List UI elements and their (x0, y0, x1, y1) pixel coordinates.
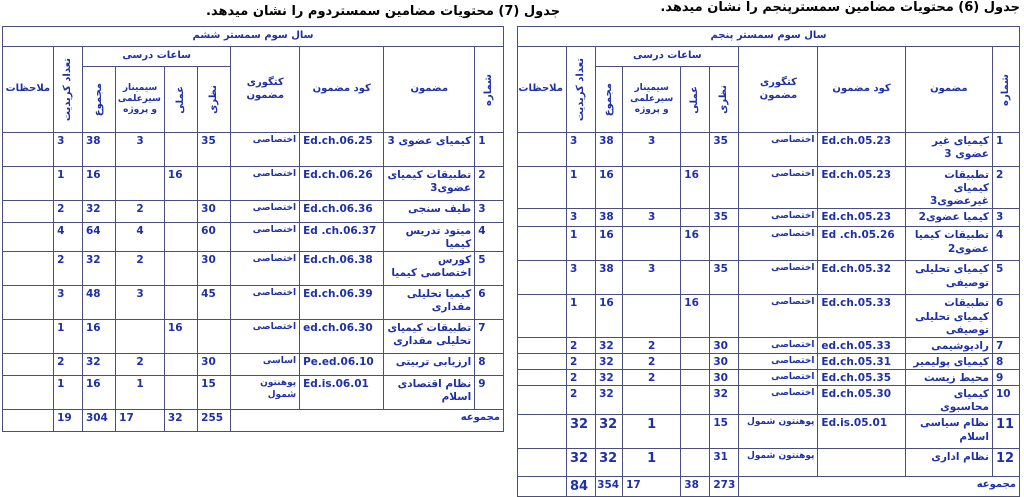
col-total: مجموع (596, 67, 623, 133)
row-credits: 3 (566, 261, 595, 295)
total-label: مجموعه (231, 410, 504, 432)
row-credits: 1 (566, 295, 595, 337)
row-notes (518, 209, 567, 227)
row-seminar (623, 386, 681, 415)
row-credits: 1 (54, 376, 83, 410)
row-subject: کیمیای عضوی 3 (384, 133, 475, 167)
row-subject: طیف سنجی (384, 201, 475, 223)
row-seminar: 3 (116, 286, 165, 320)
row-practical (681, 209, 710, 227)
row-number: 10 (992, 386, 1019, 415)
row-practical (681, 133, 710, 167)
row-notes (3, 320, 54, 354)
row-total: 48 (82, 286, 115, 320)
table-row (3, 320, 504, 354)
row-total: 32 (596, 370, 623, 386)
table-row (3, 223, 504, 252)
row-code: Ed .ch.06.37 (300, 223, 384, 252)
table-row (3, 286, 504, 320)
row-theory (710, 167, 739, 209)
row-category: اختصاصی (739, 337, 818, 353)
table-row (518, 209, 1020, 227)
row-notes (3, 354, 54, 376)
table-row (518, 415, 1020, 449)
row-code: Ed.ch.05.23 (818, 133, 905, 167)
row-code: Ed.ch.05.23 (818, 209, 905, 227)
row-notes (3, 376, 54, 410)
row-total: 16 (82, 320, 115, 354)
row-subject: تطبیقات کیمیا عضوی2 (905, 227, 992, 261)
row-code: Ed.ch.05.23 (818, 167, 905, 209)
row-practical (164, 223, 197, 252)
row-number: 9 (992, 370, 1019, 386)
row-theory: 45 (198, 286, 231, 320)
col-credits: تعداد کریدیت (54, 47, 83, 133)
total-total: 304 (82, 410, 115, 432)
total-credits: 84 (566, 477, 595, 497)
col-number: شماره (475, 47, 504, 133)
row-credits: 2 (566, 353, 595, 369)
year-semester-header: سال سوم سمستر پنجم (518, 27, 1020, 47)
row-notes (3, 133, 54, 167)
row-practical (164, 252, 197, 286)
row-practical (681, 353, 710, 369)
table-row (518, 133, 1020, 167)
row-theory: 35 (710, 261, 739, 295)
row-category: اختصاصی (231, 286, 300, 320)
row-credits: 32 (566, 449, 595, 477)
row-seminar: 3 (623, 209, 681, 227)
row-theory: 30 (198, 252, 231, 286)
row-subject: کیمیای محاسبوی (905, 386, 992, 415)
row-total: 16 (596, 167, 623, 209)
row-code (818, 449, 905, 477)
col-subject: مضمون (905, 47, 992, 133)
col-number: شماره (992, 47, 1019, 133)
row-code: ed.ch.05.33 (818, 337, 905, 353)
row-theory: 31 (710, 449, 739, 477)
row-category: اختصاصی (739, 370, 818, 386)
total-practical: 38 (681, 477, 710, 497)
row-subject: تطبیقات کیمیای عضوی3 (384, 167, 475, 201)
col-category: کتگوری مضمون (231, 47, 300, 133)
row-theory: 15 (198, 376, 231, 410)
row-seminar: 2 (116, 201, 165, 223)
row-subject: میتود تدریس کیمیا (384, 223, 475, 252)
total-label: مجموعه (739, 477, 1020, 497)
row-category: اختصاصی (739, 133, 818, 167)
row-theory: 35 (710, 133, 739, 167)
row-category: اختصاصی (739, 209, 818, 227)
row-notes (518, 449, 567, 477)
table-row (3, 201, 504, 223)
row-total: 16 (82, 376, 115, 410)
col-category: کتگوری مضمون (739, 47, 818, 133)
row-notes (518, 415, 567, 449)
row-number: 2 (475, 167, 504, 201)
semester-five-table (517, 26, 1020, 497)
row-category: پوهنتون شمول (739, 449, 818, 477)
total-seminar: 17 (116, 410, 165, 432)
row-category: پوهنتون شمول (739, 415, 818, 449)
row-notes (518, 167, 567, 209)
row-total: 32 (596, 386, 623, 415)
table-row (3, 252, 504, 286)
row-seminar: 3 (623, 133, 681, 167)
row-code: Ed.ch.05.33 (818, 295, 905, 337)
table-row (3, 167, 504, 201)
row-practical (681, 261, 710, 295)
row-total: 38 (82, 133, 115, 167)
row-number: 5 (475, 252, 504, 286)
row-seminar: 2 (116, 354, 165, 376)
row-credits: 3 (566, 133, 595, 167)
total-total: 354 (596, 477, 623, 497)
row-total: 38 (596, 133, 623, 167)
row-theory: 30 (710, 370, 739, 386)
table-row (518, 295, 1020, 337)
row-number: 2 (992, 167, 1019, 209)
row-seminar: 2 (623, 370, 681, 386)
row-practical: 16 (164, 320, 197, 354)
row-practical (164, 133, 197, 167)
row-credits: 4 (54, 223, 83, 252)
row-category: اختصاصی (739, 295, 818, 337)
row-subject: رادیوشیمی (905, 337, 992, 353)
row-code: Ed.ch.05.31 (818, 353, 905, 369)
row-number: 7 (992, 337, 1019, 353)
col-hours: ساعات درسی (596, 47, 739, 67)
row-credits: 2 (566, 386, 595, 415)
table-row (518, 227, 1020, 261)
semester-six-table (2, 26, 504, 432)
row-subject: نظام سیاسی اسلام (905, 415, 992, 449)
row-number: 7 (475, 320, 504, 354)
col-theory: نظری (198, 67, 231, 133)
row-practical (164, 376, 197, 410)
row-code: Pe.ed.06.10 (300, 354, 384, 376)
row-seminar: 3 (623, 261, 681, 295)
row-number: 4 (992, 227, 1019, 261)
row-notes (518, 227, 567, 261)
row-credits: 2 (54, 252, 83, 286)
row-code: Ed.is.06.01 (300, 376, 384, 410)
row-credits: 32 (566, 415, 595, 449)
row-number: 5 (992, 261, 1019, 295)
row-practical (681, 415, 710, 449)
row-theory: 15 (710, 415, 739, 449)
row-number: 11 (992, 415, 1019, 449)
row-theory: 32 (710, 386, 739, 415)
table-row (518, 353, 1020, 369)
col-practical: عملی (164, 67, 197, 133)
row-theory (710, 227, 739, 261)
table-row (518, 386, 1020, 415)
row-theory: 35 (710, 209, 739, 227)
row-category: اختصاصی (739, 261, 818, 295)
row-seminar (623, 295, 681, 337)
row-seminar: 1 (623, 415, 681, 449)
row-seminar (116, 320, 165, 354)
col-notes: ملاحظات (3, 47, 54, 133)
total-theory: 255 (198, 410, 231, 432)
row-number: 6 (992, 295, 1019, 337)
right-table-caption: جدول (6) محتویات مضامین سمسترپنجم را نشان میدهد. (660, 0, 1020, 15)
row-total: 32 (596, 415, 623, 449)
row-number: 4 (475, 223, 504, 252)
row-number: 3 (475, 201, 504, 223)
total-notes (3, 410, 54, 432)
row-category: اختصاصی (739, 386, 818, 415)
row-code: Ed.ch.05.35 (818, 370, 905, 386)
row-notes (3, 286, 54, 320)
row-notes (518, 353, 567, 369)
col-hours: ساعات درسی (82, 47, 230, 67)
row-total: 32 (596, 353, 623, 369)
row-subject: کیمیای تحلیلی توصیفی (905, 261, 992, 295)
row-practical (681, 449, 710, 477)
table-row (3, 133, 504, 167)
row-total: 32 (82, 252, 115, 286)
row-category: اختصاصی (739, 167, 818, 209)
row-practical (681, 370, 710, 386)
row-total: 16 (596, 227, 623, 261)
table-row (518, 167, 1020, 209)
row-subject: کیمیا عضوی2 (905, 209, 992, 227)
row-notes (518, 295, 567, 337)
row-seminar (623, 167, 681, 209)
row-seminar: 2 (116, 252, 165, 286)
row-subject: تطبیقات کیمیای تحلیلی توصیفی (905, 295, 992, 337)
row-practical (164, 354, 197, 376)
row-practical: 16 (681, 167, 710, 209)
row-total: 16 (596, 295, 623, 337)
col-notes: ملاحظات (518, 47, 567, 133)
row-code: Ed .ch.05.26 (818, 227, 905, 261)
row-category: اختصاصی (231, 320, 300, 354)
row-credits: 3 (54, 133, 83, 167)
row-category: اختصاصی (231, 201, 300, 223)
row-theory (198, 320, 231, 354)
row-practical: 16 (164, 167, 197, 201)
row-category: اساسی (231, 354, 300, 376)
row-theory: 30 (710, 353, 739, 369)
row-credits: 2 (566, 370, 595, 386)
col-total: مجموع (82, 67, 115, 133)
row-total: 32 (82, 201, 115, 223)
col-seminar: سیمینار سیرعلمی و پروژه (623, 67, 681, 133)
row-seminar (623, 227, 681, 261)
row-subject: نظام اداری (905, 449, 992, 477)
row-subject: نظام اقتصادی اسلام (384, 376, 475, 410)
row-total: 32 (596, 337, 623, 353)
row-total: 16 (82, 167, 115, 201)
row-code: Ed.ch.06.38 (300, 252, 384, 286)
row-credits: 1 (54, 320, 83, 354)
row-seminar: 4 (116, 223, 165, 252)
row-theory: 30 (198, 354, 231, 376)
row-theory (198, 167, 231, 201)
row-seminar: 1 (116, 376, 165, 410)
col-theory: نظری (710, 67, 739, 133)
row-number: 1 (475, 133, 504, 167)
table-row (3, 376, 504, 410)
row-seminar (116, 167, 165, 201)
row-code: ed.ch.06.30 (300, 320, 384, 354)
row-subject: کورس اختصاصی کیمیا (384, 252, 475, 286)
row-subject: کیمیا تحلیلی مقداری (384, 286, 475, 320)
row-notes (518, 261, 567, 295)
row-subject: ارزیابی تربیتی (384, 354, 475, 376)
row-subject: تطبیقات کیمیای غیرعضوی3 (905, 167, 992, 209)
table-row (518, 370, 1020, 386)
row-code: Ed.ch.06.39 (300, 286, 384, 320)
row-theory: 60 (198, 223, 231, 252)
row-category: اختصاصی (739, 353, 818, 369)
row-subject: کیمیای غیر عضوی 3 (905, 133, 992, 167)
row-code: Ed.is.05.01 (818, 415, 905, 449)
row-number: 8 (475, 354, 504, 376)
row-theory: 35 (198, 133, 231, 167)
year-semester-header: سال سوم سمستر ششم (3, 27, 504, 47)
row-credits: 1 (54, 167, 83, 201)
row-credits: 3 (566, 209, 595, 227)
row-total: 32 (596, 449, 623, 477)
row-seminar: 1 (623, 449, 681, 477)
col-subject: مضمون (384, 47, 475, 133)
row-practical (681, 337, 710, 353)
table-row (3, 354, 504, 376)
col-credits: تعداد کریدیت (566, 47, 595, 133)
row-notes (3, 167, 54, 201)
table-row (518, 449, 1020, 477)
row-category: اختصاصی (231, 252, 300, 286)
total-seminar: 17 (623, 477, 681, 497)
row-category: اختصاصی (739, 227, 818, 261)
row-number: 9 (475, 376, 504, 410)
row-theory (710, 295, 739, 337)
row-number: 3 (992, 209, 1019, 227)
row-category: اختصاصی (231, 167, 300, 201)
row-credits: 2 (566, 337, 595, 353)
row-total: 38 (596, 261, 623, 295)
row-seminar: 2 (623, 337, 681, 353)
table-row (518, 337, 1020, 353)
left-table-caption: جدول (7) محتویات مضامین سمستردوم را نشان میدهد. (206, 4, 561, 19)
col-practical: عملی (681, 67, 710, 133)
row-code: Ed.ch.05.32 (818, 261, 905, 295)
row-total: 64 (82, 223, 115, 252)
total-credits: 19 (54, 410, 83, 432)
row-code: Ed.ch.05.30 (818, 386, 905, 415)
row-notes (518, 133, 567, 167)
total-row (3, 410, 504, 432)
row-number: 6 (475, 286, 504, 320)
row-subject: کیمیای پولیمیر (905, 353, 992, 369)
row-theory: 30 (710, 337, 739, 353)
col-code: کود مضمون (818, 47, 905, 133)
row-practical: 16 (681, 295, 710, 337)
row-number: 1 (992, 133, 1019, 167)
row-notes (3, 252, 54, 286)
total-notes (518, 477, 567, 497)
row-code: Ed.ch.06.26 (300, 167, 384, 201)
row-credits: 3 (54, 286, 83, 320)
row-category: پوهنتون شمول (231, 376, 300, 410)
row-seminar: 2 (623, 353, 681, 369)
row-credits: 1 (566, 227, 595, 261)
col-seminar: سیمینار سیرعلمی و پروژه (116, 67, 165, 133)
row-credits: 2 (54, 201, 83, 223)
row-credits: 1 (566, 167, 595, 209)
total-row (518, 477, 1020, 497)
row-category: اختصاصی (231, 133, 300, 167)
row-total: 38 (596, 209, 623, 227)
col-code: کود مضمون (300, 47, 384, 133)
total-theory: 273 (710, 477, 739, 497)
row-number: 8 (992, 353, 1019, 369)
row-notes (518, 370, 567, 386)
row-seminar: 3 (116, 133, 165, 167)
row-practical (164, 201, 197, 223)
row-notes (518, 386, 567, 415)
row-theory: 30 (198, 201, 231, 223)
row-category: اختصاصی (231, 223, 300, 252)
row-number: 12 (992, 449, 1019, 477)
table-row (518, 261, 1020, 295)
total-practical: 32 (164, 410, 197, 432)
row-code: Ed.ch.06.25 (300, 133, 384, 167)
row-notes (3, 201, 54, 223)
row-subject: تطبیقات کیمیای تحلیلی مقداری (384, 320, 475, 354)
row-subject: محیط زیست (905, 370, 992, 386)
row-code: Ed.ch.06.36 (300, 201, 384, 223)
row-practical (164, 286, 197, 320)
row-notes (518, 337, 567, 353)
row-practical (681, 386, 710, 415)
row-total: 32 (82, 354, 115, 376)
row-credits: 2 (54, 354, 83, 376)
row-practical: 16 (681, 227, 710, 261)
row-notes (3, 223, 54, 252)
